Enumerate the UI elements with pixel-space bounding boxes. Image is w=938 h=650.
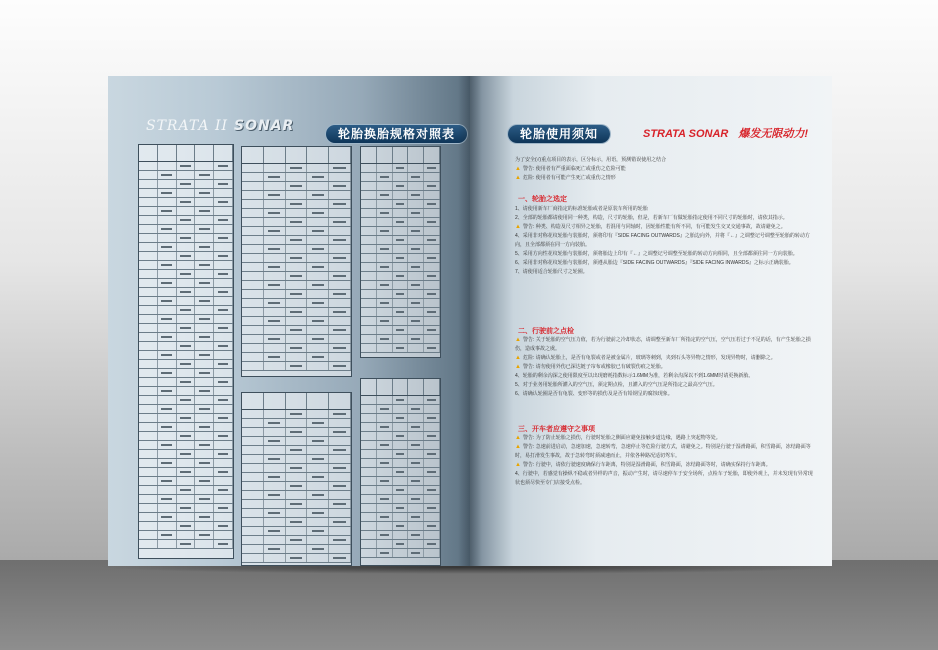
section3-text <box>515 434 815 488</box>
section3-warning: ▲ 警告: 为了防止轮胎之损伤，行驶时轮胎之侧面应避免接触步道边缘，遇路上突起物等处。 <box>515 435 721 441</box>
warning-icon: ▲ <box>515 337 521 343</box>
table-row <box>139 441 233 450</box>
slogan-tagline: 爆发无限动力! <box>738 128 809 140</box>
table-row <box>361 441 440 450</box>
table-row <box>139 351 233 360</box>
table-row <box>242 281 351 290</box>
table-row <box>242 245 351 254</box>
table-row <box>242 182 351 191</box>
spec-table-4 <box>241 392 352 566</box>
table-row <box>139 495 233 504</box>
table-row <box>139 504 233 513</box>
spec-table-5 <box>360 378 441 566</box>
table-row <box>361 281 440 290</box>
spec-table-1 <box>138 144 234 559</box>
table-row <box>361 182 440 191</box>
table-row <box>139 306 233 315</box>
section2-item: 4、轮胎的剩余沟深之使用限度至以出现磨耗指数标示1.6MM为准，若剩余沟深以不到1.6MM时请更换新胎。 <box>515 373 754 379</box>
warning-icon: ▲ <box>515 435 521 441</box>
section1-warning: ▲ 警告: 种类、构造及尺寸相异之轮胎，若混用与同轴时，因轮胎性能有所不同，有可能发生交叉交通事故，故请避免之。 <box>515 224 786 230</box>
table-row <box>139 279 233 288</box>
table-row <box>361 450 440 459</box>
table-row <box>361 522 440 531</box>
table-row <box>361 396 440 405</box>
table-row <box>361 459 440 468</box>
table-row <box>242 410 351 419</box>
table-row <box>139 162 233 171</box>
table-header <box>242 393 351 410</box>
table-row <box>139 450 233 459</box>
logo-brand1: STRATA II <box>146 118 229 134</box>
table-row <box>361 173 440 182</box>
table-row <box>361 335 440 344</box>
table-row <box>361 218 440 227</box>
warning-icon: ▲ <box>515 175 521 181</box>
table-row <box>242 200 351 209</box>
section2-warning: ▲ 警告: 请勿使用外伤已深达链子帘布或橡胶已有破裂伤痕之轮胎。 <box>515 364 666 370</box>
left-page-title: 轮胎换胎规格对照表 <box>326 125 467 143</box>
section1-text <box>515 205 815 277</box>
section1-item: 4、采用非对称花纹轮胎与装胎时，须将印有『SIDE FACING OUTWARDS』之胎边向外，并将『←』之调整记号调整至轮胎的转动方向，且全部都须在同一方向装胎。 <box>515 233 810 248</box>
table-row <box>361 290 440 299</box>
table-row <box>242 326 351 335</box>
table-row <box>139 333 233 342</box>
intro-warning: ▲ 警告: 使用者有严重面临死亡或重伤之危险可能 <box>515 166 626 172</box>
table-row <box>242 473 351 482</box>
section3-warning: ▲ 警告: 急速前进启动，急速加速，急速转弯，急速停止等危险行驶方式，请避免之。特别是行驶于湿滑路面，积雪路面，冻结路面等时，易打滑发生事故，故于急转弯时须减速而止，并依各种路况适切驾车。 <box>515 444 811 459</box>
table-row <box>242 491 351 500</box>
table-row <box>242 317 351 326</box>
table-row <box>242 263 351 272</box>
table-row <box>139 486 233 495</box>
table-row <box>139 522 233 531</box>
section1-item: 5、采用方向性花纹轮胎与装胎时，须将胎边上印有『←』之调整记号调整至轮胎的转动方向相同，且全部都须往同一方向装胎。 <box>515 251 798 257</box>
table-row <box>139 396 233 405</box>
table-row <box>242 455 351 464</box>
section1-item: 6、采用非对称花纹轮胎与装胎时，须遵从胎边『SIDE FACING OUTWARDS』『SIDE FACING INWARDS』之标示正确装胎。 <box>515 260 794 266</box>
table-header <box>361 147 440 164</box>
section1-heading: 一、轮胎之选定 <box>518 196 567 203</box>
table-row <box>361 272 440 281</box>
table-row <box>242 554 351 563</box>
section3-warning: ▲ 警告: 行驶中，请依行驶速度确保行车距离，特别是湿滑路面，积雪路面，冻结路面等时，请确实保持行车距离。 <box>515 462 771 468</box>
page-gutter <box>458 76 482 566</box>
section3-heading: 三、开车者应遵守之事项 <box>518 426 595 433</box>
table-row <box>139 198 233 207</box>
table-row <box>139 243 233 252</box>
table-row <box>139 531 233 540</box>
table-row <box>139 423 233 432</box>
table-row <box>139 288 233 297</box>
table-row <box>361 344 440 353</box>
table-row <box>139 414 233 423</box>
table-row <box>361 317 440 326</box>
table-row <box>242 227 351 236</box>
table-row <box>139 378 233 387</box>
table-row <box>139 270 233 279</box>
table-row <box>139 360 233 369</box>
table-row <box>242 536 351 545</box>
table-row <box>242 209 351 218</box>
table-row <box>139 513 233 522</box>
warning-icon: ▲ <box>515 364 521 370</box>
table-row <box>361 236 440 245</box>
section2-warning: ▲ 警告: 关于轮胎的空气压力值，若为行驶前之冷却状态，请调整至新车厂所指定的空气压，空气压若过于不足的话，有产生轮胎之損伤，造成事故之虞。 <box>515 337 811 352</box>
table-row <box>139 324 233 333</box>
table-row <box>361 191 440 200</box>
left-page <box>108 76 470 566</box>
table-row <box>139 468 233 477</box>
table-row <box>242 419 351 428</box>
table-row <box>139 315 233 324</box>
table-row <box>361 308 440 317</box>
table-row <box>242 464 351 473</box>
section2-heading: 二、行驶前之点检 <box>518 328 574 335</box>
table-row <box>242 509 351 518</box>
table-row <box>242 500 351 509</box>
section1-item: 7、请使用适合轮胎尺寸之轮圈。 <box>515 269 588 275</box>
table-row <box>242 218 351 227</box>
section2-text <box>515 336 815 399</box>
slogan-brand: STRATA SONAR <box>643 128 729 140</box>
table-row <box>361 299 440 308</box>
table-row <box>242 191 351 200</box>
intro-danger: ▲ 危险: 使用者有可能产生死亡或重伤之情形 <box>515 175 616 181</box>
table-row <box>242 344 351 353</box>
logo-brand2: SONAR <box>234 118 295 134</box>
table-row <box>242 527 351 536</box>
spec-table-3 <box>360 146 441 358</box>
table-row <box>242 299 351 308</box>
table-row <box>242 272 351 281</box>
warning-icon: ▲ <box>515 462 521 468</box>
table-row <box>139 207 233 216</box>
table-row <box>361 486 440 495</box>
section1-item: 2、全部的轮胎都请使用同一种类，构造，尺寸的轮胎，但是，若新车厂有做轮胎指定使用不同尺寸的轮胎时，请依其指示。 <box>515 215 788 221</box>
table-row <box>361 432 440 441</box>
table-row <box>242 335 351 344</box>
table-row <box>242 164 351 173</box>
table-row <box>361 513 440 522</box>
table-row <box>361 549 440 558</box>
table-row <box>361 504 440 513</box>
table-row <box>139 342 233 351</box>
table-row <box>361 405 440 414</box>
table-row <box>139 171 233 180</box>
section2-danger: ▲ 危险: 请确认轮胎上，是否有龟裂或者是被金属片，玻璃等刺到，夹到石头等异物之情形，发现异物时，请删除之。 <box>515 355 776 361</box>
brand-logo <box>146 118 294 134</box>
right-page-title: 轮胎使用须知 <box>508 125 610 143</box>
table-row <box>139 459 233 468</box>
table-row <box>361 468 440 477</box>
table-row <box>361 495 440 504</box>
table-row <box>242 518 351 527</box>
table-row <box>242 437 351 446</box>
table-row <box>361 414 440 423</box>
section1-item: 1、请使用新车厂商指定的标准轮胎或者是原装车所用的轮胎 <box>515 206 648 212</box>
section2-item: 6、请确认轮圈是否有龟裂、变形等的损伤及是否有铅钢呈的腐蚀现象。 <box>515 391 673 397</box>
table-row <box>139 234 233 243</box>
table-row <box>139 261 233 270</box>
table-row <box>242 173 351 182</box>
table-row <box>242 236 351 245</box>
table-row <box>361 540 440 549</box>
table-row <box>139 477 233 486</box>
warning-icon: ▲ <box>515 166 521 172</box>
table-row <box>242 446 351 455</box>
table-row <box>139 369 233 378</box>
warning-icon: ▲ <box>515 444 521 450</box>
intro-block <box>515 156 815 183</box>
table-row <box>242 353 351 362</box>
table-row <box>361 326 440 335</box>
table-row <box>361 209 440 218</box>
table-row <box>242 290 351 299</box>
table-row <box>139 540 233 549</box>
table-row <box>139 189 233 198</box>
table-row <box>139 405 233 414</box>
right-page <box>470 76 832 566</box>
table-row <box>139 180 233 189</box>
table-row <box>361 423 440 432</box>
table-row <box>242 482 351 491</box>
table-header <box>139 145 233 162</box>
table-row <box>361 263 440 272</box>
table-row <box>361 200 440 209</box>
table-row <box>139 252 233 261</box>
section3-item: 4、行驶中，若感觉有操纵不稳或者异样的声音，振动产生时，请尽速停车于安全场所，点检车子轮胎，即使外观上，并未发现有异常现状也须尽快至专门店接受点检。 <box>515 471 813 486</box>
table-header <box>361 379 440 396</box>
table-row <box>139 225 233 234</box>
table-row <box>242 428 351 437</box>
table-row <box>361 164 440 173</box>
spec-table-2 <box>241 146 352 377</box>
table-row <box>139 432 233 441</box>
table-row <box>242 362 351 371</box>
table-row <box>242 308 351 317</box>
table-row <box>139 216 233 225</box>
table-row <box>361 477 440 486</box>
slogan <box>643 125 808 141</box>
table-row <box>361 531 440 540</box>
table-row <box>361 254 440 263</box>
table-row <box>139 387 233 396</box>
table-row <box>361 227 440 236</box>
table-row <box>242 545 351 554</box>
table-row <box>361 245 440 254</box>
table-header <box>242 147 351 164</box>
section2-item: 5、对于业务用轮胎所灌入的空气压，须定期点检，且灌入的空气压是所指定之最高空气压。 <box>515 382 718 388</box>
table-row <box>139 297 233 306</box>
table-row <box>242 254 351 263</box>
warning-icon: ▲ <box>515 355 521 361</box>
intro-line: 为了安全(√)重点项目的表示，区分标示，用语，预测错误使用之结合 <box>515 157 667 163</box>
warning-icon: ▲ <box>515 224 521 230</box>
